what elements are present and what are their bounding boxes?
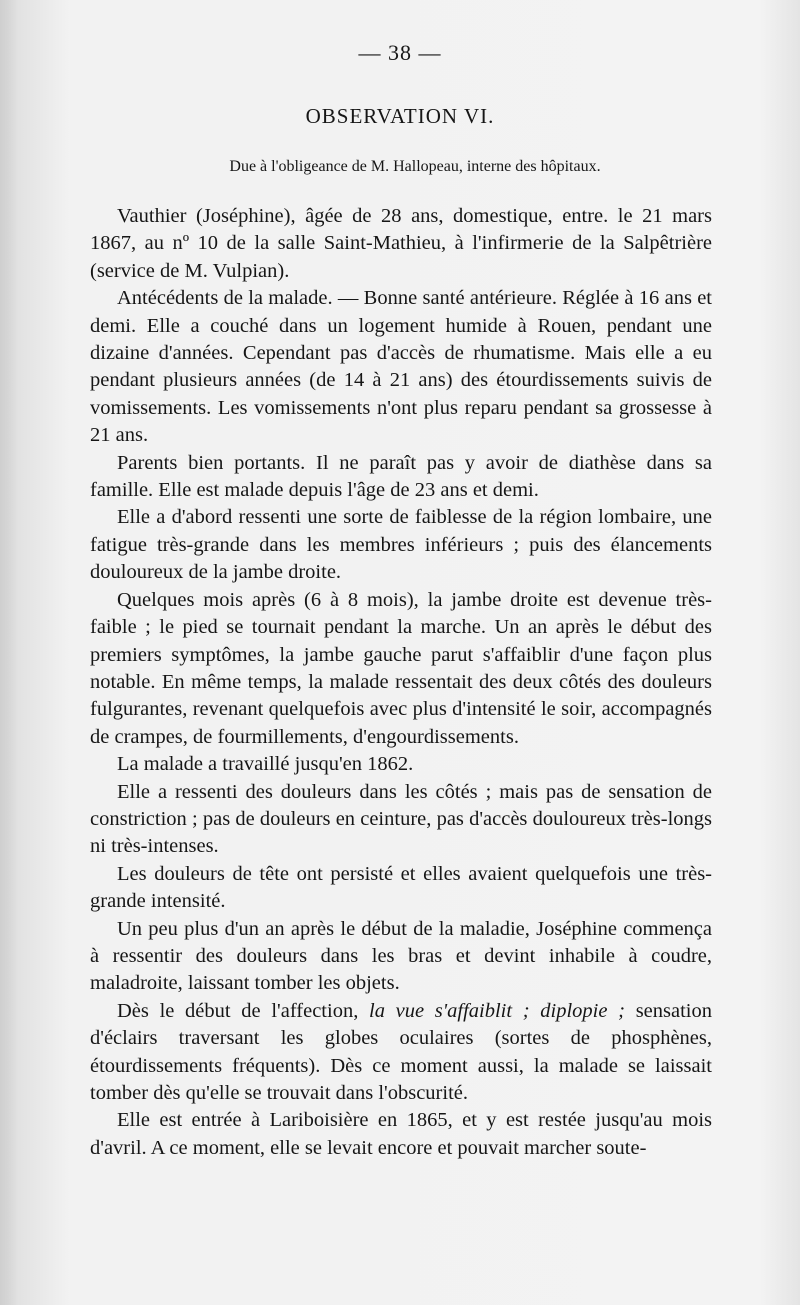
paragraph-patient-admission: Vauthier (Joséphine), âgée de 28 ans, domestique, entre. le 21 mars 1867, au nº 10 de la salle Saint-Mathieu, à l'infirmerie de la Salpêtrière (service de M. Vulpian). <box>90 205 712 282</box>
paragraph-side-pains: Elle a ressenti des douleurs dans les côtés ; mais pas de sensation de constriction ; pas de douleurs en ceinture, pas d'accès douloureux très-longs ni très-intenses. <box>90 780 712 858</box>
observation-body <box>90 203 712 1162</box>
paragraph-antecedents: Antécédents de la malade. — Bonne santé antérieure. Réglée à 16 ans et demi. Elle a couché dans un logement humide à Rouen, pendant une dizaine d'années. Cependant pas d'accès de rhumatisme. Mais elle a eu pendant plusieurs années (de 14 à 21 ans) des étourdissements suivis de vomissements. Les vomissements n'ont plus reparu pendant sa grossesse à 21 ans. <box>90 287 712 447</box>
page-number: — 38 — <box>358 40 442 65</box>
paragraph-lariboisiere: Elle est entrée à Lariboisière en 1865, et y est restée jusqu'au mois d'avril. A ce moment, elle se levait encore et pouvait marcher soute- <box>90 1109 712 1159</box>
paragraph-work: La malade a travaillé jusqu'en 1862. <box>117 753 414 776</box>
paragraph-headaches: Les douleurs de tête ont persisté et elles avaient quelquefois une très-grande intensité. <box>90 862 712 913</box>
paragraph-vision <box>90 998 712 1108</box>
observation-title: OBSERVATION VI. <box>305 104 495 128</box>
paragraph-leg-weakness: Quelques mois après (6 à 8 mois), la jambe droite est devenue très-faible ; le pied se tournait pendant la marche. Un an après le début des premiers symptômes, la jambe gauche parut s'affaiblir d'une façon plus notable. En même temps, la malade ressentait des deux côtés des douleurs fulgurantes, revenant quelquefois avec plus d'intensité le soir, accompagnés de crampes, de fourmillements, d'engourdissements. <box>90 588 712 748</box>
observation-subtitle: Due à l'obligeance de M. Hallopeau, interne des hôpitaux. <box>229 158 601 175</box>
vision-text-italic: la vue s'affaiblit ; diplopie ; <box>369 999 625 1022</box>
vision-text-after: sensation d'éclairs traversant les globes oculaires (sortes de phosphènes, étourdissements fréquents). Dès ce moment aussi, la malade se laissait tomber dès qu'elle se trouvait dans l'obscurité. <box>90 999 712 1104</box>
paragraph-arm-pains: Un peu plus d'un an après le début de la maladie, Joséphine commença à ressentir des douleurs dans les bras et devint inhabile à coudre, maladroite, laissant tomber les objets. <box>90 917 712 995</box>
paragraph-family: Parents bien portants. Il ne paraît pas y avoir de diathèse dans sa famille. Elle est malade depuis l'âge de 23 ans et demi. <box>90 451 712 502</box>
page-fold-shadow <box>0 0 18 1305</box>
vision-text-before: Dès le début de l'affection, <box>117 999 370 1022</box>
paragraph-first-symptoms: Elle a d'abord ressenti une sorte de faiblesse de la région lombaire, une fatigue très-grande dans les membres inférieurs ; puis des élancements douloureux de la jambe droite. <box>90 506 712 584</box>
